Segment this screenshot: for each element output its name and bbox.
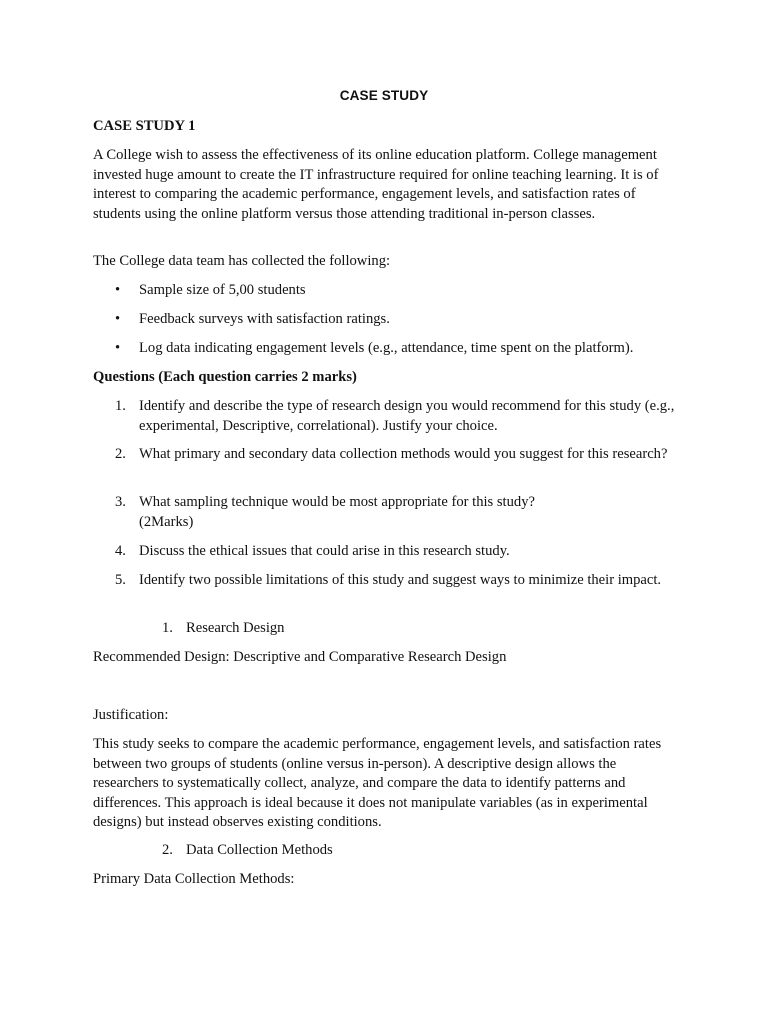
justification-paragraph: This study seeks to compare the academic performance, engagement levels, and satisfaction rates between two groups of students (online versus in-person). A descriptive design allows the researchers to systematically collect, analyze, and compare the data to identify patterns and differences. This approach is ideal because it does not manipulate variables (as in experimental designs) but instead observes existing conditions.	[93, 736, 662, 830]
question-marks: (2Marks)	[139, 513, 194, 530]
question-item	[115, 542, 679, 562]
question-text: Identify and describe the type of research design you would recommend for this study (e.g., experimental, Descriptive, correlational). Justify your choice.	[139, 398, 675, 434]
recommended-design: Recommended Design: Descriptive and Comparative Research Design	[93, 649, 507, 665]
answer-heading-text: Data Collection Methods	[186, 842, 333, 858]
intro-paragraph: A College wish to assess the effectiveness of its online education platform. College management invested huge amount to create the IT infrastructure required for online teaching learning. It is of interest to comparing the academic performance, engagement levels, and satisfaction rates of students using the online platform versus those attending traditional in-person classes.	[93, 147, 659, 222]
question-number: 3.	[115, 494, 126, 510]
question-item	[115, 397, 679, 436]
question-item	[115, 571, 679, 591]
question-number: 4.	[115, 543, 126, 559]
question-text: What sampling technique would be most appropriate for this study?	[139, 494, 535, 510]
answer-heading	[162, 619, 686, 639]
answer-number: 2.	[162, 842, 173, 858]
question-item	[115, 493, 679, 532]
bullet-text: Feedback surveys with satisfaction ratings.	[139, 311, 390, 327]
question-item	[115, 445, 679, 465]
question-text: Identify two possible limitations of this study and suggest ways to minimize their impact.	[139, 572, 662, 588]
answer-number: 1.	[162, 620, 173, 636]
document-title: CASE STUDY	[339, 88, 429, 103]
bullet-item	[115, 310, 699, 330]
primary-methods-label: Primary Data Collection Methods:	[93, 871, 295, 887]
bullet-text: Sample size of 5,00 students	[139, 282, 306, 298]
bullet-icon: •	[115, 282, 121, 298]
question-number: 5.	[115, 572, 126, 588]
bullet-item	[115, 281, 699, 301]
questions-heading: Questions (Each question carries 2 marks)	[93, 369, 357, 385]
question-number: 1.	[115, 398, 126, 414]
bullet-item	[115, 339, 699, 359]
case-study-heading: CASE STUDY 1	[93, 118, 196, 134]
question-number: 2.	[115, 446, 126, 462]
question-text: What primary and secondary data collection methods would you suggest for this research?	[139, 446, 668, 462]
answer-heading-text: Research Design	[186, 620, 285, 636]
answer-heading	[162, 841, 686, 861]
question-text: Discuss the ethical issues that could arise in this research study.	[139, 543, 510, 559]
bullet-text: Log data indicating engagement levels (e.g., attendance, time spent on the platform).	[139, 340, 634, 356]
bullet-icon: •	[115, 340, 121, 356]
justification-label: Justification:	[93, 707, 169, 723]
bullet-icon: •	[115, 311, 121, 327]
data-lead-text: The College data team has collected the following:	[93, 253, 391, 269]
